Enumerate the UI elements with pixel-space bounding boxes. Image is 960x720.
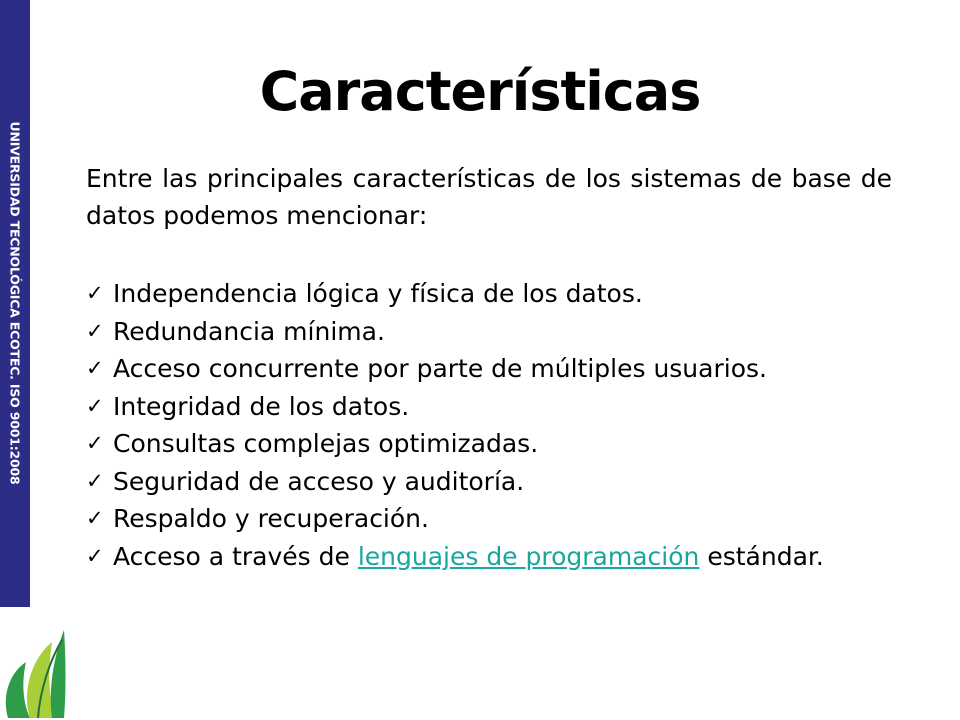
features-list: [86, 275, 892, 575]
checkmark-icon: ✓: [86, 543, 104, 568]
checkmark-icon: ✓: [86, 356, 104, 380]
list-item-text: Respaldo y recuperación.: [113, 504, 429, 533]
intro-paragraph: Entre las principales características de los sistemas de base de datos podemos mencionar:: [86, 164, 892, 230]
list-item-text: Independencia lógica y física de los datos.: [113, 279, 643, 308]
checkmark-icon: ✓: [86, 506, 104, 530]
list-item: [86, 463, 892, 501]
list-item-text: Acceso concurrente por parte de múltiples usuarios.: [113, 354, 767, 383]
last-item-text-before: Acceso a través de: [113, 541, 358, 571]
ecotec-logo-icon: [0, 610, 70, 720]
last-item-text-after: estándar.: [699, 541, 824, 571]
checkmark-icon: ✓: [86, 281, 104, 305]
checkmark-icon: ✓: [86, 393, 104, 418]
list-item: [86, 275, 892, 313]
list-item-text: Integridad de los datos.: [113, 391, 410, 421]
list-item-text: Consultas complejas optimizadas.: [113, 429, 539, 458]
list-item-last: [86, 538, 892, 576]
list-item: [86, 313, 892, 351]
page-title: Características: [259, 60, 701, 123]
list-item: [86, 425, 892, 463]
list-item: [86, 388, 892, 426]
checkmark-icon: ✓: [86, 431, 104, 455]
programming-languages-link[interactable]: lenguajes de programación: [357, 541, 700, 571]
checkmark-icon: ✓: [86, 318, 104, 343]
list-item: [86, 500, 892, 538]
checkmark-icon: ✓: [86, 468, 104, 493]
university-name: UNIVERSIDAD TECNOLÓGICA ECOTEC. ISO 9001:2008: [7, 121, 23, 485]
list-item: [86, 350, 892, 388]
list-item-text: Seguridad de acceso y auditoría.: [113, 466, 525, 496]
list-item-text: Redundancia mínima.: [113, 316, 385, 346]
